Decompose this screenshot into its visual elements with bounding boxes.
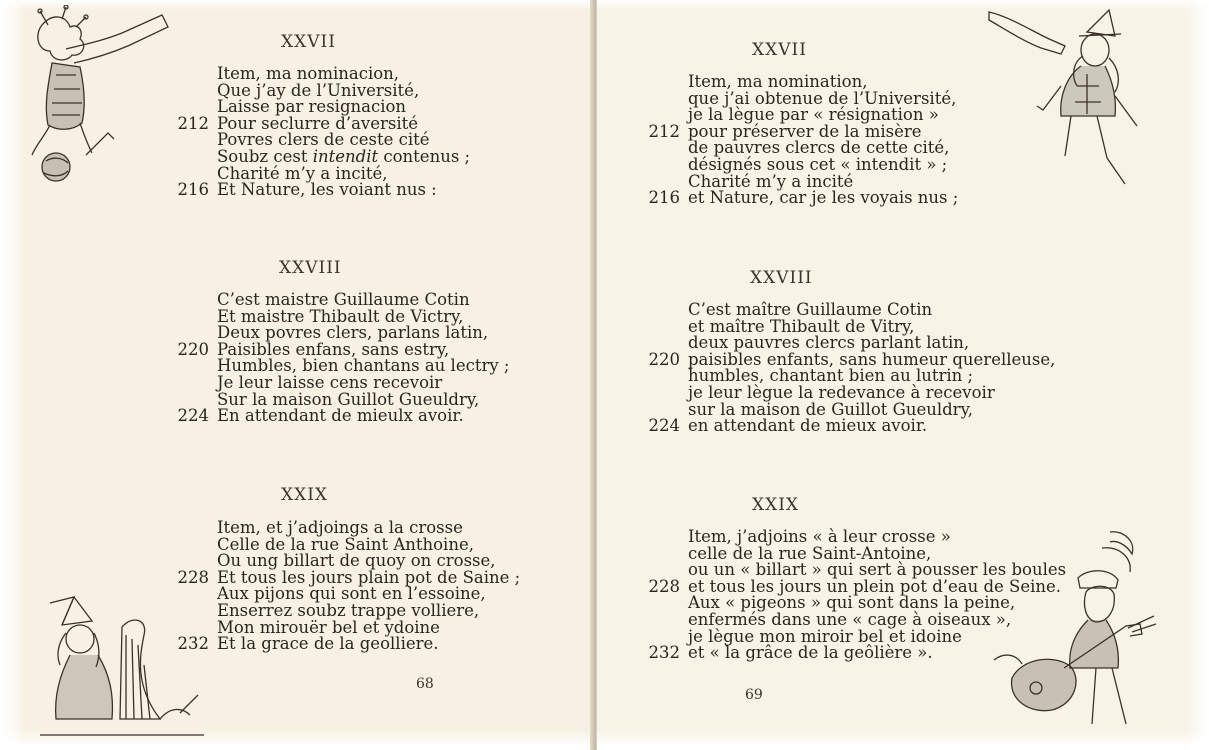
verse-line [648,416,1055,436]
verse-text: Paisibles enfans, sans estry, [217,339,450,359]
stanza-heading: XXVIII [750,268,813,288]
verse-line [648,643,1066,663]
stanza-heading: XXVIII [279,258,342,278]
horn-blower-jester-illustration [22,5,172,200]
verse-line [177,406,509,426]
verse-text: et tous les jours un plein pot d’eau de Seine. [688,576,1062,596]
line-number: 212 [648,121,680,141]
line-number: 232 [648,643,680,663]
line-number: 224 [177,406,209,426]
line-number: 216 [177,180,209,200]
verse-text: Et Nature, les voiant nus : [217,180,437,200]
stanza-heading: XXVII [752,40,807,60]
verse-line [177,180,470,200]
verse-text: Deux povres clers, parlans latin, [217,323,489,343]
page-edge [1187,0,1209,750]
verse-text: Item, j’adjoins « à leur crosse » [688,527,951,546]
verse-text: Et la grace de la geolliere. [217,634,439,654]
verse-text: Et maistre Thibault de Victry, [217,306,464,326]
line-number: 228 [648,576,680,596]
verse-text: paisibles enfants, sans humeur querelleuse, [688,349,1056,369]
verse-text: Aux « pigeons » qui sont dans la peine, [688,593,1016,613]
verse-text: humbles, chantant bien au lutrin ; [688,366,974,386]
verse-text: pour préserver de la misère [688,121,922,141]
verse-text: et Nature, car je les voyais nus ; [688,188,959,208]
verse-text-italic: intendit [312,146,379,166]
verse-text: C’est maistre Guillaume Cotin [217,290,470,309]
verse-text: que j’ai obtenue de l’Université, [688,88,957,108]
verse-text: Item, et j’adjoings a la crosse [217,518,463,537]
line-number: 228 [177,567,209,587]
verse-text: Enserrez soubz trappe volliere, [217,600,480,620]
line-number: 232 [177,634,209,654]
verse-text: Aux pijons qui sont en l’essoine, [217,584,486,604]
verse-text: Laisse par resignacion [217,97,407,117]
verse-text: Charité m’y a incité [688,171,854,191]
verse-text: Item, ma nomination, [688,72,868,91]
verse-text: Ou ung billart de quoy on crosse, [217,551,496,571]
verse-text: Povres clers de ceste cité [217,130,430,150]
stanza-heading: XXIX [752,495,800,515]
right-page [597,0,1209,750]
horn-blower-man-illustration [987,6,1147,191]
verse-text: Sur la maison Guillot Gueuldry, [217,389,480,409]
verse-text: Que j’ay de l’Université, [217,80,420,100]
verse-text: désignés sous cet « intendit » ; [688,154,948,174]
line-number: 216 [648,188,680,208]
verse-text: en attendant de mieux avoir. [688,416,928,436]
page-edge [597,730,1209,750]
left-page [0,0,594,750]
harp-woman-illustration [40,595,205,745]
verse-text: Celle de la rue Saint Anthoine, [217,534,474,554]
verse-text: je leur lègue la redevance à recevoir [688,382,995,402]
verse-text: celle de la rue Saint-Antoine, [688,543,932,563]
verse-line [648,188,959,208]
verse-text: En attendant de mieulx avoir. [217,406,464,426]
verse-text: Charité m’y a incité, [217,163,388,183]
verse-text: Item, ma nominacion, [217,64,400,83]
verse-text: ou un « billart » qui sert à pousser les boules [688,560,1067,580]
stanza-lines [648,527,1067,663]
verse-text-pre: Soubz cest [217,146,313,166]
stanza-lines [177,290,510,426]
page-edge [0,0,24,750]
stanza-lines [177,64,471,200]
line-number: 212 [177,113,209,133]
verse-text: C’est maître Guillaume Cotin [688,300,933,319]
verse-text: enfermés dans une « cage à oiseaux », [688,609,1012,629]
verse-text: et maître Thibault de Vitry, [688,316,915,336]
verse-text: de pauvres clercs de cette cité, [688,138,950,158]
stanza-lines [177,518,521,654]
verse-text: Humbles, bien chantans au lectry ; [217,356,510,376]
verse-text: sur la maison de Guillot Gueuldry, [688,399,973,419]
verse-text: Mon mirouër bel et ydoine [217,617,440,637]
verse-text: et « la grâce de la geôlière ». [688,643,933,663]
stanza-lines [648,72,959,208]
verse-text: Pour seclurre d’aversité [217,113,419,133]
verse-text: Et tous les jours plain pot de Saine ; [217,567,521,587]
line-number: 224 [648,416,680,436]
verse-text: deux pauvres clercs parlant latin, [688,333,970,353]
verse-text-post: contenus ; [378,146,471,166]
page-number: 69 [745,687,763,703]
verse-line [177,634,520,654]
verse-text: je lègue mon miroir bel et idoine [688,626,962,646]
line-number: 220 [177,339,209,359]
page-number: 68 [416,676,434,692]
stanza-heading: XXVII [281,32,336,52]
line-number: 220 [648,349,680,369]
stanza-lines [648,300,1056,436]
verse-text: Je leur laisse cens recevoir [217,372,443,392]
stanza-heading: XXIX [281,485,329,505]
verse-text: je la lègue par « résignation » [688,105,939,125]
